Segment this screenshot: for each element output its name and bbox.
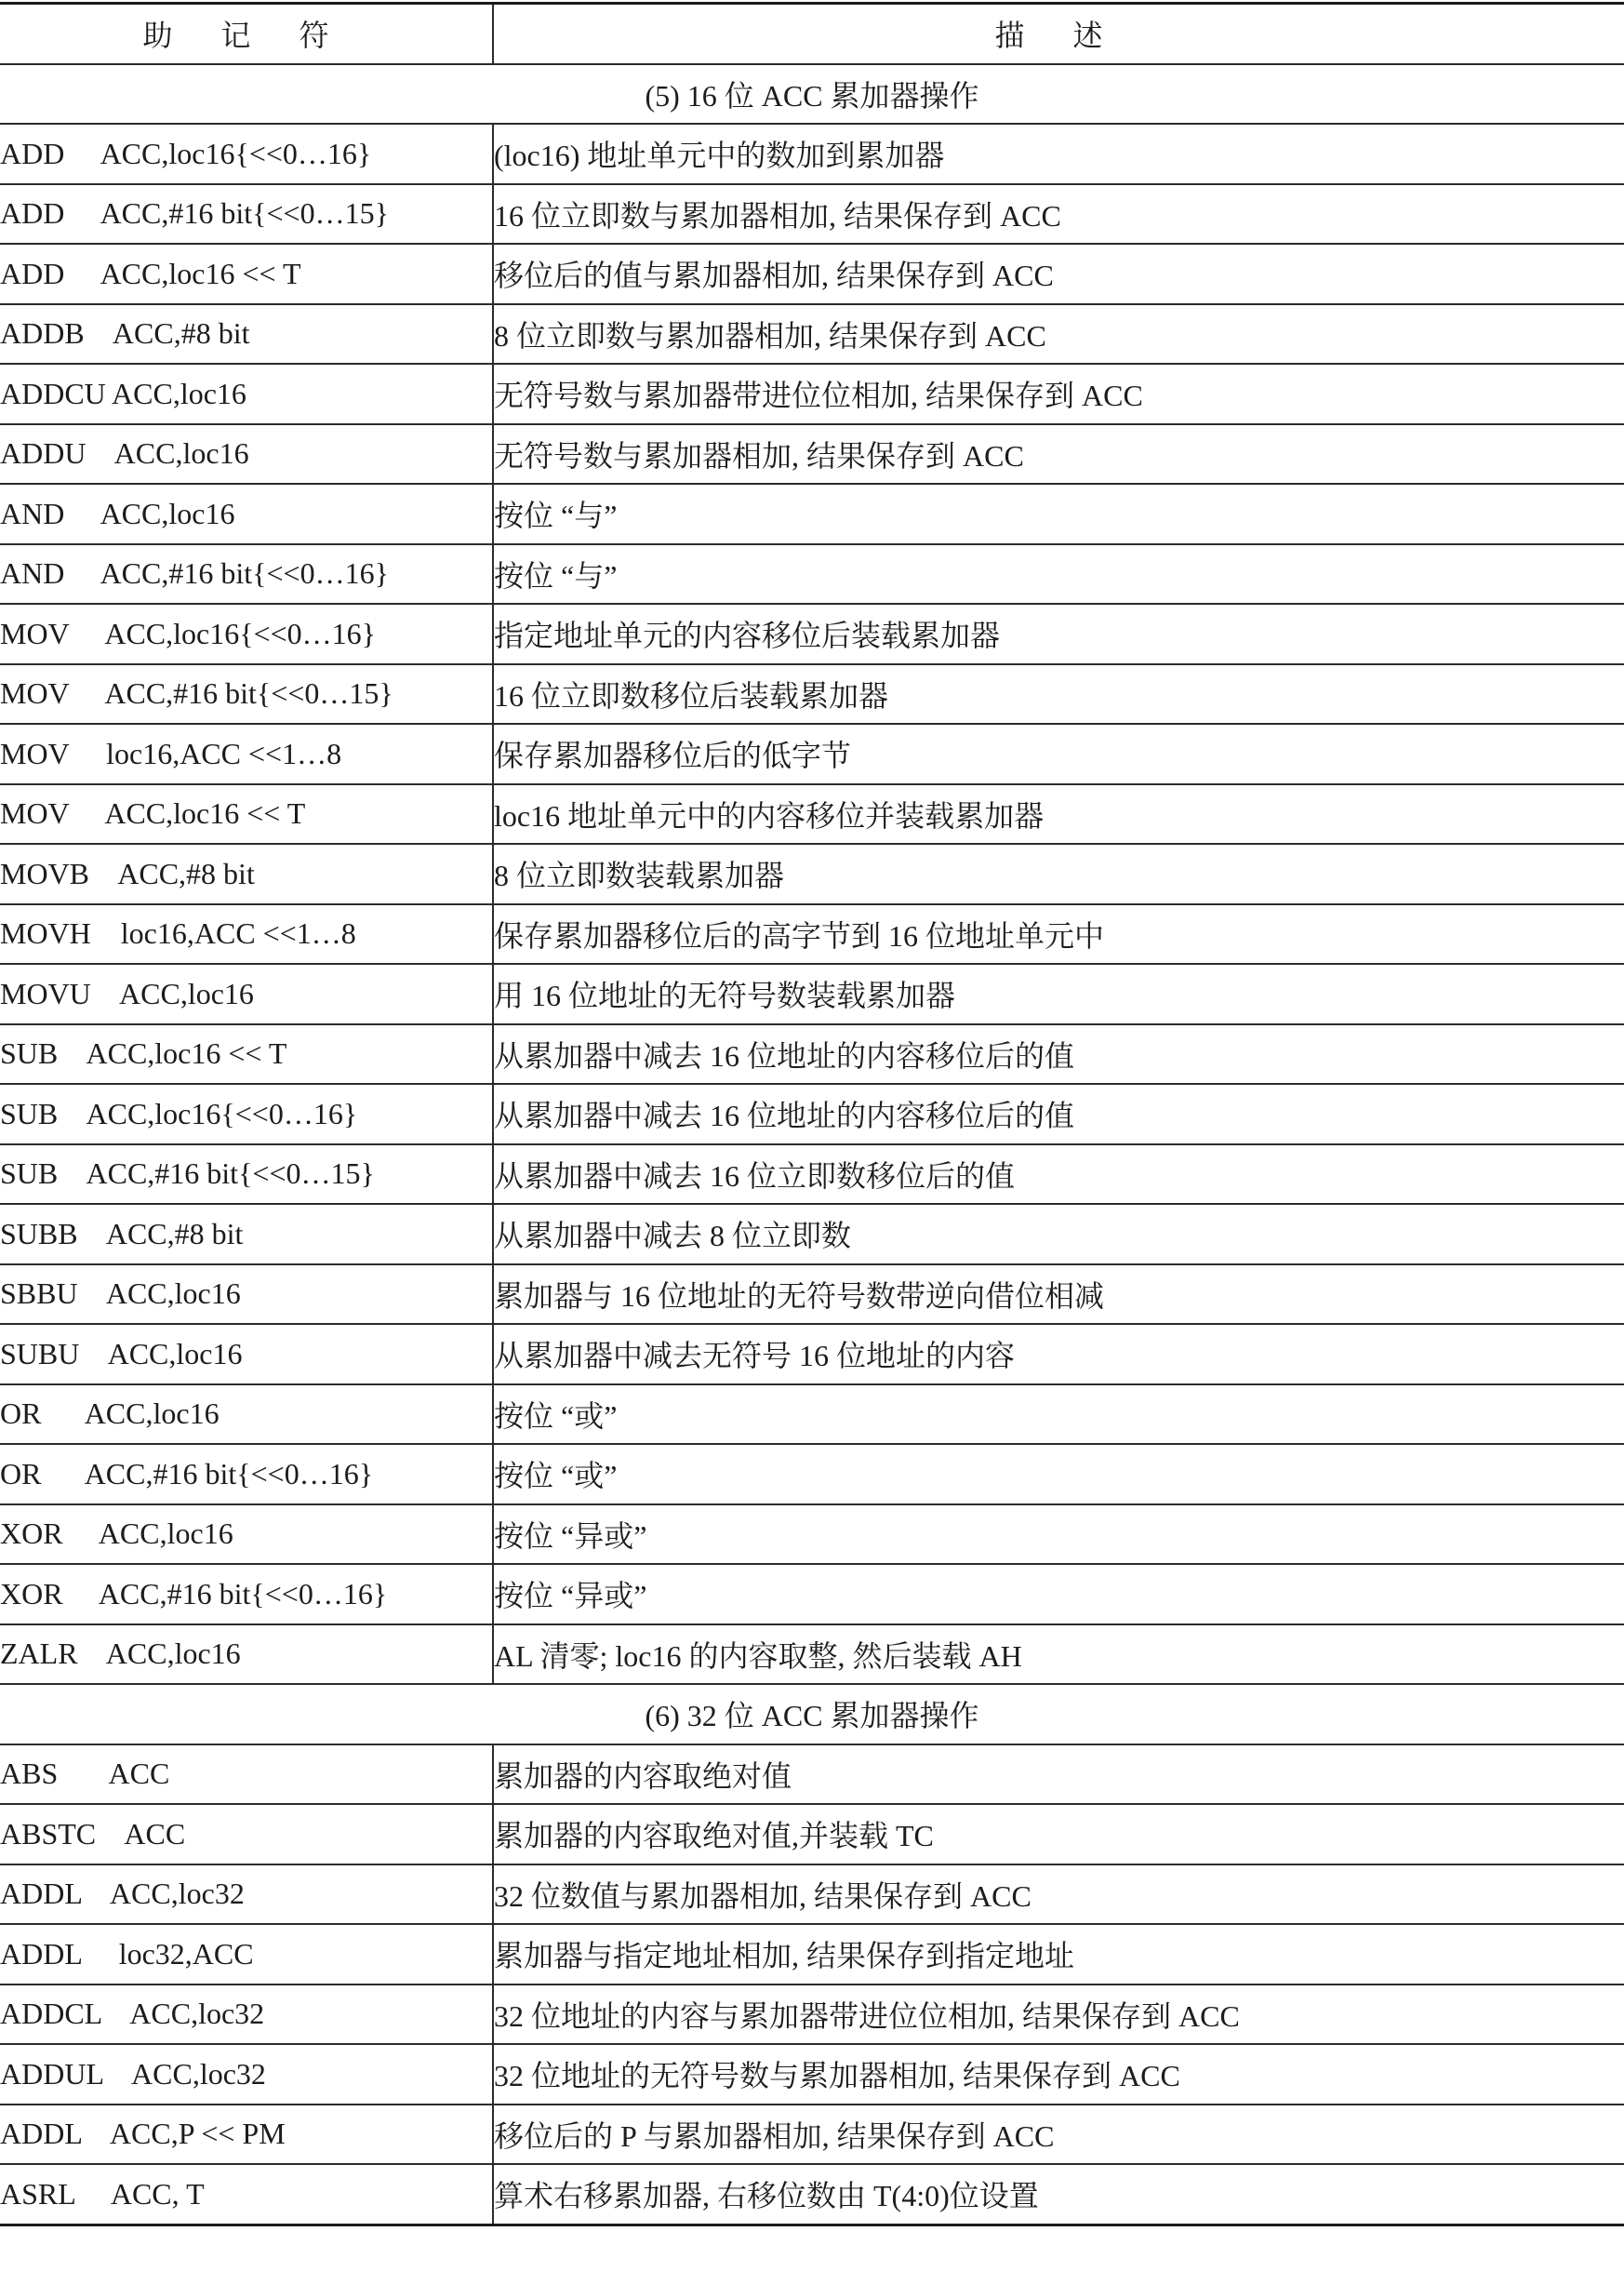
mnemonic-cell: ADDCL ACC,loc32 xyxy=(0,1984,493,2045)
table-row xyxy=(0,1564,1624,1624)
mnemonic-cell: ADDL loc32,ACC xyxy=(0,1924,493,1984)
mnemonic-cell: SUB ACC,loc16{<<0…16} xyxy=(0,1084,493,1144)
description-cell: 移位后的 P 与累加器相加, 结果保存到 ACC xyxy=(493,2105,1624,2165)
table-row xyxy=(0,964,1624,1024)
mnemonic-cell: MOV ACC,loc16 << T xyxy=(0,784,493,845)
description-cell: 按位 “异或” xyxy=(493,1504,1624,1565)
table-row xyxy=(0,1264,1624,1325)
description-cell: 16 位立即数移位后装载累加器 xyxy=(493,664,1624,725)
description-column-header: 描 述 xyxy=(493,4,1624,64)
mnemonic-cell: MOV ACC,#16 bit{<<0…15} xyxy=(0,664,493,725)
mnemonic-cell: ADDU ACC,loc16 xyxy=(0,424,493,485)
mnemonic-cell: ADD ACC,loc16 << T xyxy=(0,244,493,304)
mnemonic-cell: ASRL ACC, T xyxy=(0,2164,493,2225)
mnemonic-column-header: 助 记 符 xyxy=(0,4,493,64)
description-cell: 累加器与 16 位地址的无符号数带逆向借位相减 xyxy=(493,1264,1624,1325)
description-cell: 32 位地址的内容与累加器带进位位相加, 结果保存到 ACC xyxy=(493,1984,1624,2045)
description-cell: 无符号数与累加器相加, 结果保存到 ACC xyxy=(493,424,1624,485)
description-cell: 按位 “异或” xyxy=(493,1564,1624,1624)
description-cell: 无符号数与累加器带进位位相加, 结果保存到 ACC xyxy=(493,364,1624,424)
description-cell: 累加器的内容取绝对值,并装载 TC xyxy=(493,1804,1624,1864)
description-cell: 累加器的内容取绝对值 xyxy=(493,1744,1624,1805)
description-cell: 32 位数值与累加器相加, 结果保存到 ACC xyxy=(493,1864,1624,1925)
instruction-table xyxy=(0,2,1624,2226)
description-cell: 32 位地址的无符号数与累加器相加, 结果保存到 ACC xyxy=(493,2044,1624,2105)
description-cell: 算术右移累加器, 右移位数由 T(4:0)位设置 xyxy=(493,2164,1624,2225)
description-cell: 从累加器中减去 16 位地址的内容移位后的值 xyxy=(493,1084,1624,1144)
table-row xyxy=(0,424,1624,485)
section-title: (6) 32 位 ACC 累加器操作 xyxy=(0,1684,1624,1744)
table-row xyxy=(0,1504,1624,1565)
mnemonic-cell: SUB ACC,#16 bit{<<0…15} xyxy=(0,1144,493,1205)
section-row xyxy=(0,64,1624,125)
table-row xyxy=(0,244,1624,304)
mnemonic-cell: XOR ACC,loc16 xyxy=(0,1504,493,1565)
mnemonic-cell: XOR ACC,#16 bit{<<0…16} xyxy=(0,1564,493,1624)
table-row xyxy=(0,1624,1624,1685)
mnemonic-cell: ABSTC ACC xyxy=(0,1804,493,1864)
description-cell: 保存累加器移位后的高字节到 16 位地址单元中 xyxy=(493,904,1624,965)
table-row xyxy=(0,2105,1624,2165)
table-row xyxy=(0,724,1624,784)
mnemonic-cell: AND ACC,loc16 xyxy=(0,484,493,544)
table-row xyxy=(0,1984,1624,2045)
table-row xyxy=(0,1324,1624,1384)
table-row xyxy=(0,1384,1624,1445)
mnemonic-cell: AND ACC,#16 bit{<<0…16} xyxy=(0,544,493,605)
description-cell: 8 位立即数与累加器相加, 结果保存到 ACC xyxy=(493,304,1624,365)
mnemonic-cell: ADD ACC,loc16{<<0…16} xyxy=(0,124,493,184)
table-row xyxy=(0,664,1624,725)
mnemonic-cell: MOVH loc16,ACC <<1…8 xyxy=(0,904,493,965)
mnemonic-cell: ADDL ACC,loc32 xyxy=(0,1864,493,1925)
table-row xyxy=(0,1084,1624,1144)
table-row xyxy=(0,1744,1624,1805)
mnemonic-cell: MOVU ACC,loc16 xyxy=(0,964,493,1024)
description-cell: 从累加器中减去 16 位地址的内容移位后的值 xyxy=(493,1024,1624,1085)
mnemonic-cell: ADDL ACC,P << PM xyxy=(0,2105,493,2165)
description-cell: 16 位立即数与累加器相加, 结果保存到 ACC xyxy=(493,184,1624,245)
description-cell: 按位 “或” xyxy=(493,1444,1624,1504)
description-cell: 从累加器中减去 16 位立即数移位后的值 xyxy=(493,1144,1624,1205)
mnemonic-cell: OR ACC,loc16 xyxy=(0,1384,493,1445)
description-cell: 从累加器中减去 8 位立即数 xyxy=(493,1204,1624,1264)
description-cell: 从累加器中减去无符号 16 位地址的内容 xyxy=(493,1324,1624,1384)
mnemonic-cell: ADDUL ACC,loc32 xyxy=(0,2044,493,2105)
table-body xyxy=(0,4,1624,2225)
mnemonic-cell: SBBU ACC,loc16 xyxy=(0,1264,493,1325)
table-row xyxy=(0,1804,1624,1864)
section-title: (5) 16 位 ACC 累加器操作 xyxy=(0,64,1624,125)
table-row xyxy=(0,1204,1624,1264)
table-row xyxy=(0,844,1624,904)
table-row xyxy=(0,2164,1624,2225)
mnemonic-cell: MOV loc16,ACC <<1…8 xyxy=(0,724,493,784)
mnemonic-cell: MOV ACC,loc16{<<0…16} xyxy=(0,604,493,664)
mnemonic-cell: ADDCU ACC,loc16 xyxy=(0,364,493,424)
description-cell: 按位 “或” xyxy=(493,1384,1624,1445)
table-row xyxy=(0,2044,1624,2105)
mnemonic-cell: ADD ACC,#16 bit{<<0…15} xyxy=(0,184,493,245)
mnemonic-cell: SUB ACC,loc16 << T xyxy=(0,1024,493,1085)
mnemonic-cell: SUBU ACC,loc16 xyxy=(0,1324,493,1384)
table-row xyxy=(0,484,1624,544)
description-cell: 按位 “与” xyxy=(493,484,1624,544)
table-row xyxy=(0,1444,1624,1504)
table-row xyxy=(0,1924,1624,1984)
table-row xyxy=(0,604,1624,664)
mnemonic-cell: SUBB ACC,#8 bit xyxy=(0,1204,493,1264)
description-cell: 8 位立即数装载累加器 xyxy=(493,844,1624,904)
table-row xyxy=(0,1024,1624,1085)
mnemonic-cell: OR ACC,#16 bit{<<0…16} xyxy=(0,1444,493,1504)
table-row xyxy=(0,784,1624,845)
table-row xyxy=(0,124,1624,184)
description-cell: 指定地址单元的内容移位后装载累加器 xyxy=(493,604,1624,664)
mnemonic-cell: ABS ACC xyxy=(0,1744,493,1805)
description-cell: 保存累加器移位后的低字节 xyxy=(493,724,1624,784)
description-cell: loc16 地址单元中的内容移位并装载累加器 xyxy=(493,784,1624,845)
section-row xyxy=(0,1684,1624,1744)
table-row xyxy=(0,904,1624,965)
description-cell: 按位 “与” xyxy=(493,544,1624,605)
header-row xyxy=(0,4,1624,64)
description-cell: 用 16 位地址的无符号数装载累加器 xyxy=(493,964,1624,1024)
mnemonic-cell: MOVB ACC,#8 bit xyxy=(0,844,493,904)
description-cell: 移位后的值与累加器相加, 结果保存到 ACC xyxy=(493,244,1624,304)
mnemonic-cell: ZALR ACC,loc16 xyxy=(0,1624,493,1685)
description-cell: AL 清零; loc16 的内容取整, 然后装载 AH xyxy=(493,1624,1624,1685)
description-cell: (loc16) 地址单元中的数加到累加器 xyxy=(493,124,1624,184)
table-row xyxy=(0,544,1624,605)
table-row xyxy=(0,184,1624,245)
description-cell: 累加器与指定地址相加, 结果保存到指定地址 xyxy=(493,1924,1624,1984)
table-row xyxy=(0,304,1624,365)
table-row xyxy=(0,1144,1624,1205)
table-row xyxy=(0,1864,1624,1925)
mnemonic-cell: ADDB ACC,#8 bit xyxy=(0,304,493,365)
table-row xyxy=(0,364,1624,424)
